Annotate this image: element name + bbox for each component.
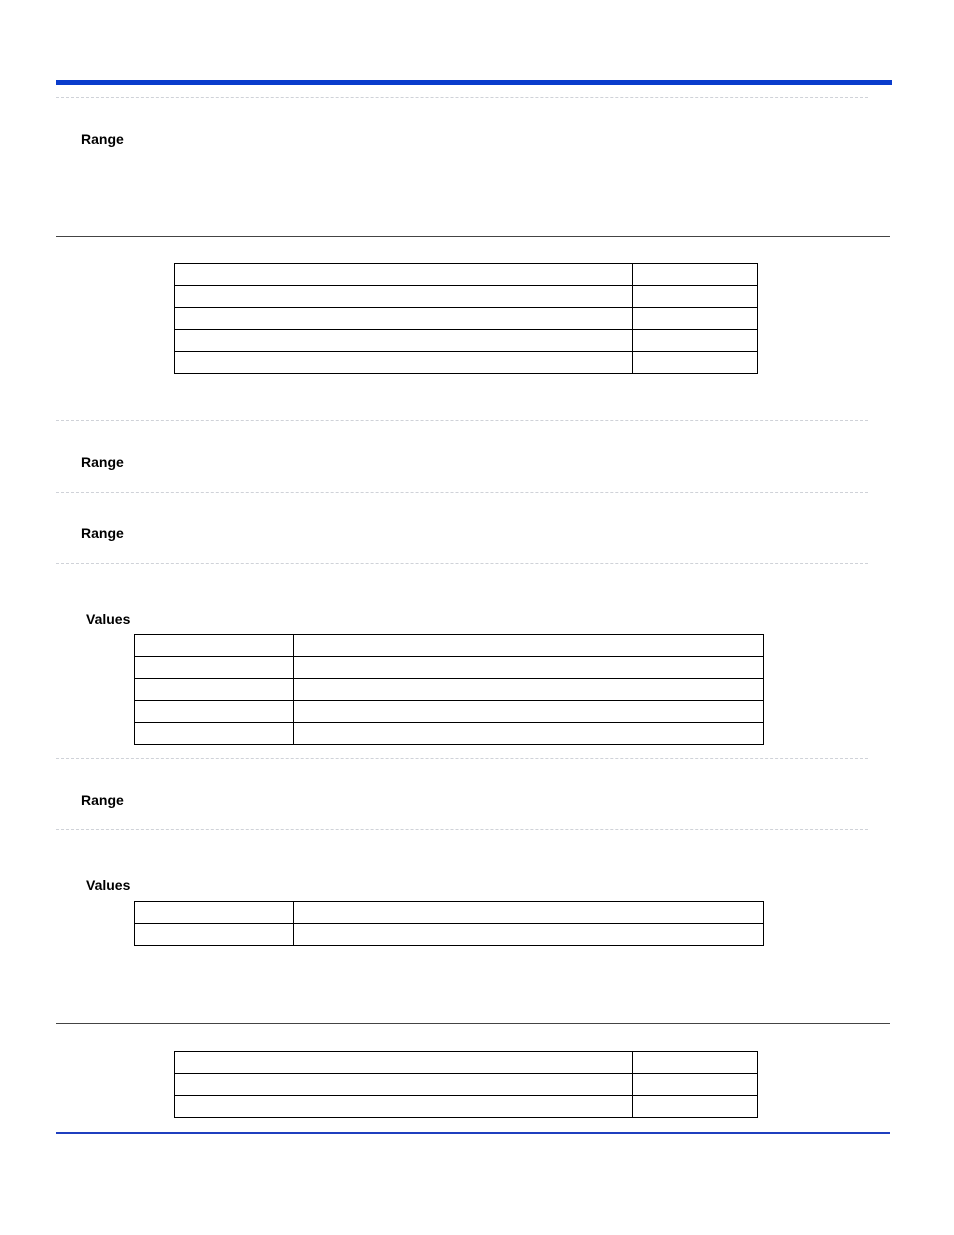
range-label: Range [81, 792, 124, 808]
table-cell [175, 1052, 633, 1074]
table-cell [633, 1074, 758, 1096]
table-cell [175, 1096, 633, 1118]
table-cell [633, 286, 758, 308]
table-row [135, 701, 764, 723]
table-row [175, 264, 758, 286]
range-label: Range [81, 454, 124, 470]
table-cell [135, 723, 294, 745]
table-cell [633, 352, 758, 374]
dashed-divider [56, 97, 868, 98]
table-cell [135, 924, 294, 946]
table-cell [294, 679, 764, 701]
table-cell [135, 657, 294, 679]
table-row [175, 330, 758, 352]
table-cell [294, 657, 764, 679]
values-label: Values [86, 611, 131, 627]
dashed-divider [56, 420, 868, 421]
header-rule [56, 80, 892, 85]
table-cell [135, 635, 294, 657]
table-cell [175, 264, 633, 286]
table-cell [135, 679, 294, 701]
dashed-divider [56, 758, 868, 759]
section-divider [56, 236, 890, 237]
table-cell [294, 723, 764, 745]
table-row [175, 1096, 758, 1118]
range-label: Range [81, 131, 124, 147]
table-cell [294, 635, 764, 657]
table-cell [175, 286, 633, 308]
dashed-divider [56, 492, 868, 493]
table-cell [175, 352, 633, 374]
table-cell [175, 1074, 633, 1096]
table-row [175, 352, 758, 374]
table-row [135, 924, 764, 946]
section-divider [56, 1023, 890, 1024]
dashed-divider [56, 829, 868, 830]
footer-rule [56, 1132, 890, 1134]
table-cell [294, 924, 764, 946]
table-row [175, 308, 758, 330]
table-cell [294, 701, 764, 723]
table-row [175, 1074, 758, 1096]
table-cell [633, 330, 758, 352]
range-label: Range [81, 525, 124, 541]
table-cell [135, 902, 294, 924]
table-cell [633, 1052, 758, 1074]
table-cell [633, 1096, 758, 1118]
dashed-divider [56, 563, 868, 564]
table-row [135, 635, 764, 657]
values-table [134, 901, 764, 946]
table-row [135, 657, 764, 679]
table-cell [135, 701, 294, 723]
values-table [134, 634, 764, 745]
table-cell [175, 308, 633, 330]
table-cell [294, 902, 764, 924]
table-row [135, 679, 764, 701]
table-row [135, 902, 764, 924]
values-label: Values [86, 877, 131, 893]
parameter-table [174, 1051, 758, 1118]
table-cell [633, 264, 758, 286]
parameter-table [174, 263, 758, 374]
table-row [175, 286, 758, 308]
table-row [175, 1052, 758, 1074]
table-cell [175, 330, 633, 352]
table-cell [633, 308, 758, 330]
table-row [135, 723, 764, 745]
